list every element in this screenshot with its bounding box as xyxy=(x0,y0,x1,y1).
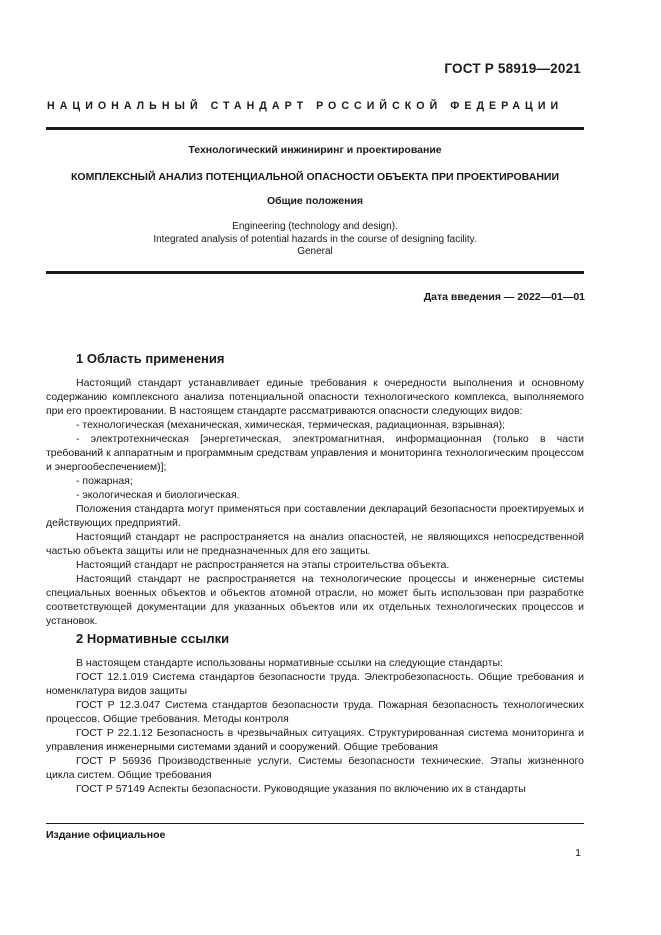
standard-title: КОМПЛЕКСНЫЙ АНАЛИЗ ПОТЕНЦИАЛЬНОЙ ОПАСНОСТИ ОБЪЕКТА ПРИ ПРОЕКТИРОВАНИИ xyxy=(71,171,559,183)
english-title-line: General xyxy=(297,246,333,257)
paragraph: В настоящем стандарте использованы нормативные ссылки на следующие стандарты: xyxy=(76,657,503,669)
english-title-line: Integrated analysis of potential hazards in the course of designing facility. xyxy=(153,233,477,245)
reference-item: ГОСТ 12.1.019 Система стандартов безопасности труда. Электробезопасность. Общие требования и номенклатура видов защиты xyxy=(46,671,584,697)
standard-subtitle: Общие положения xyxy=(266,195,364,207)
paragraph: Положения стандарта могут применяться при составлении деклараций безопасности проектируемых и действующих предприятий. xyxy=(46,503,584,529)
paragraph: Настоящий стандарт не распространяется на технологические процессы и инженерные системы специальных военных объектов и объектов атомной отрасли, но может быть использован при разработке соответствующей документации для указанных объектов или их отдельных технологических процессов и установок. xyxy=(46,573,584,627)
standard-code: ГОСТ Р 58919—2021 xyxy=(444,61,581,76)
national-standard-heading: НАЦИОНАЛЬНЫЙ СТАНДАРТ РОССИЙСКОЙ ФЕДЕРАЦИИ xyxy=(47,100,564,112)
list-item: - пожарная; xyxy=(76,475,133,487)
introduction-date: Дата введения — 2022—01—01 xyxy=(423,291,585,303)
english-title xyxy=(46,221,584,259)
section-2-heading: 2 Нормативные ссылки xyxy=(76,631,230,646)
list-item: - экологическая и биологическая. xyxy=(76,489,240,501)
paragraph: Настоящий стандарт устанавливает единые требования к очередности выполнения и основному содержанию комплексного анализа потенциальной опасности технологического комплекса, выполняемого при его проектировании. В настоящем стандарте рассматриваются опасности следующих видов: xyxy=(46,377,584,417)
edition-label: Издание официальное xyxy=(46,829,166,841)
reference-item: ГОСТ Р 57149 Аспекты безопасности. Руководящие указания по включению их в стандарты xyxy=(76,783,526,795)
standard-field: Технологический инжиниринг и проектирование xyxy=(188,144,442,156)
section-1-body xyxy=(46,376,584,628)
reference-item: ГОСТ Р 12.3.047 Система стандартов безопасности труда. Пожарная безопасность технологических процессов. Общие требования. Методы контроля xyxy=(46,699,584,725)
top-divider xyxy=(46,127,584,130)
title-divider xyxy=(46,271,584,274)
reference-item: ГОСТ Р 56936 Производственные услуги. Системы безопасности технические. Этапы жизненного цикла систем. Общие требования xyxy=(46,755,584,781)
page-number: 1 xyxy=(575,847,581,859)
section-2-body xyxy=(46,656,584,796)
list-item: - технологическая (механическая, химическая, термическая, радиационная, взрывная); xyxy=(76,419,505,431)
reference-item: ГОСТ Р 22.1.12 Безопасность в чрезвычайных ситуациях. Структурированная система мониторинга и управления инженерными системами зданий и сооружений. Общие требования xyxy=(46,727,584,753)
section-1-heading: 1 Область применения xyxy=(76,351,225,366)
paragraph: Настоящий стандарт не распространяется на анализ опасностей, не являющихся непосредственной частью объекта защиты или не предназначенных для его защиты. xyxy=(46,531,584,557)
english-title-line: Engineering (technology and design). xyxy=(232,221,398,232)
paragraph: Настоящий стандарт не распространяется на этапы строительства объекта. xyxy=(76,559,450,571)
list-item: - электротехническая [энергетическая, электромагнитная, информационная (только в части требований к аппаратным и программным средствам управления и мониторинга технологическим процессом и энергообеспечением)]; xyxy=(46,433,584,473)
footer-divider xyxy=(46,823,584,824)
